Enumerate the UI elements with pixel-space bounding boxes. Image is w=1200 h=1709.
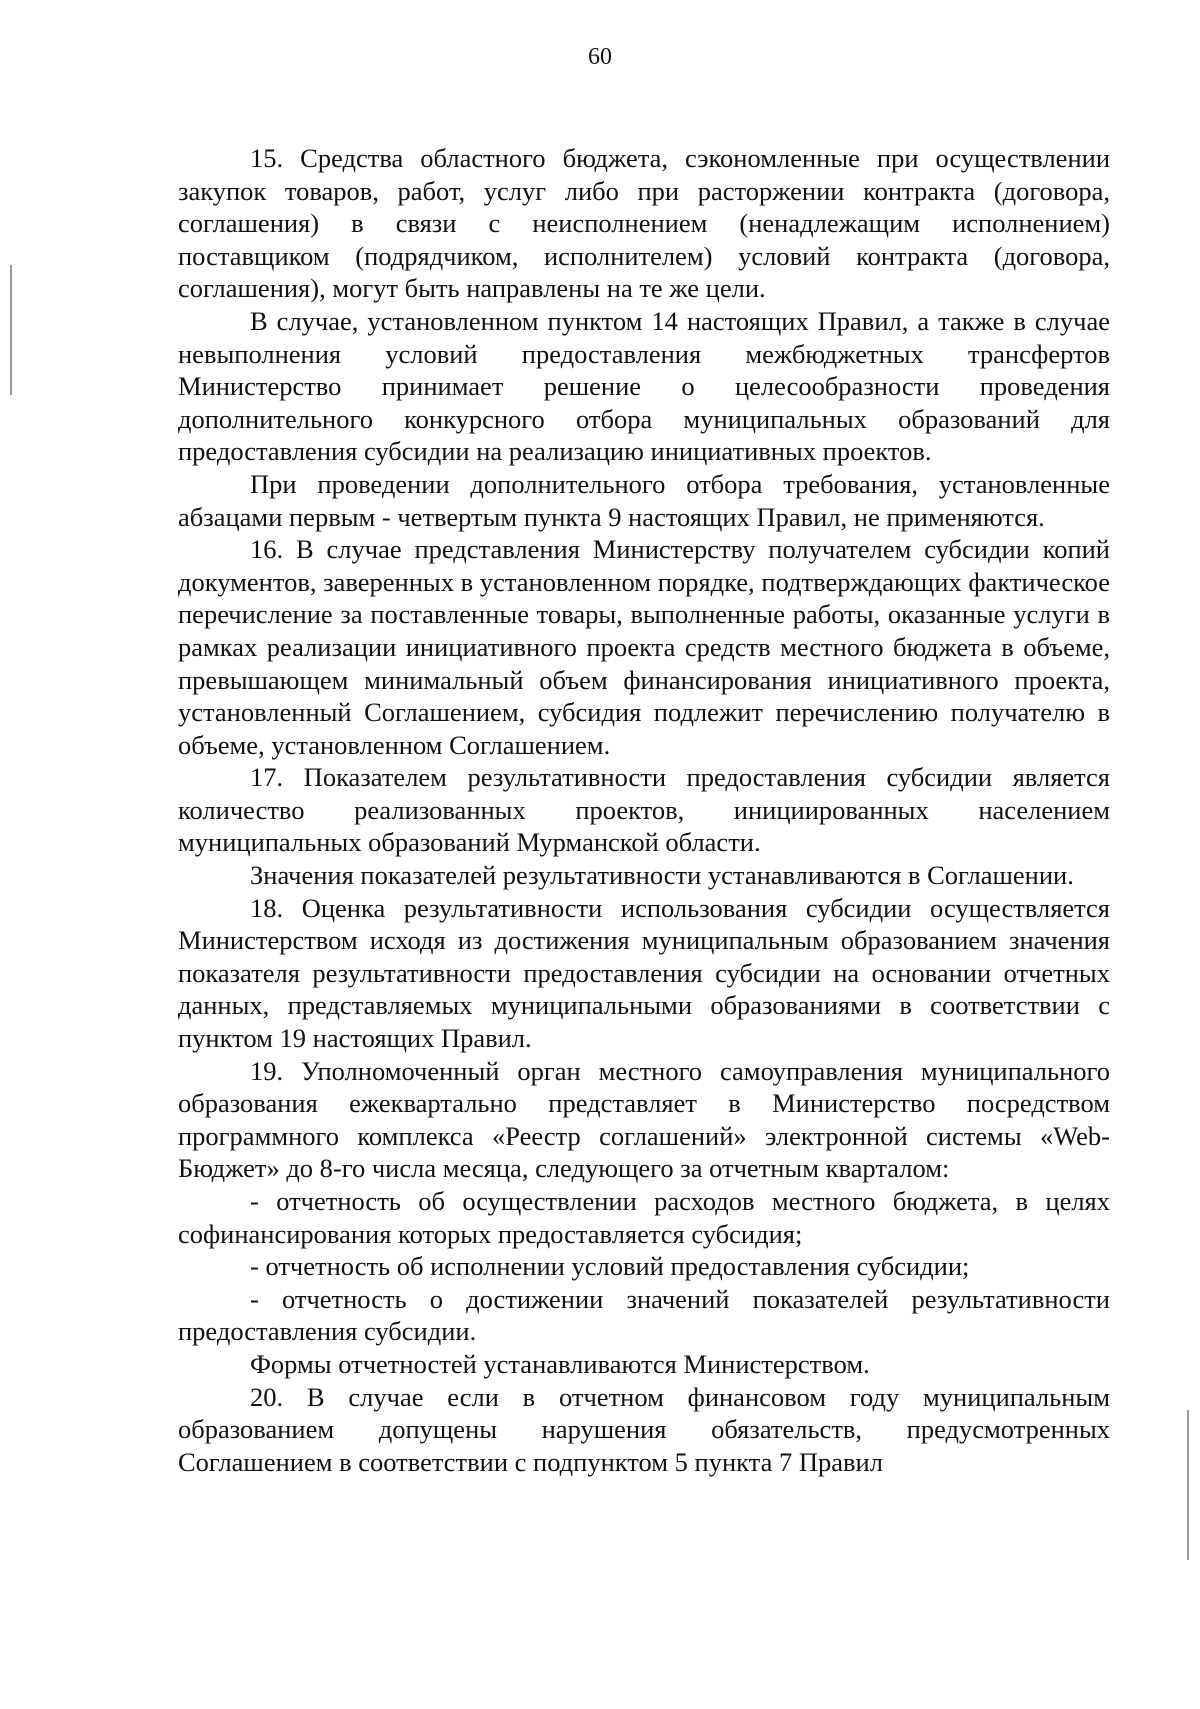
scan-margin-mark-left [10,265,12,395]
paragraph-17: 17. Показателем результативности предоставления субсидии является количество реализованных проектов, инициированных населением муниципальных образований Мурманской области. [178,762,1110,858]
paragraph-19-forms: Формы отчетностей устанавливаются Министерством. [250,1348,870,1379]
document-body [178,142,1110,1478]
paragraph-16: 16. В случае представления Министерству получателем субсидии копий документов, заверенных в установленном порядке, подтверждающих фактическое перечисление за поставленные товары, выполненные работы, оказанные услуги в рамках реализации инициативного проекта средств местного бюджета в объеме, превышающем минимальный объем финансирования инициативного проекта, установленный Соглашением, субсидия подлежит перечислению получателю в объеме, установленном Соглашением. [178,534,1110,760]
paragraph-19: 19. Уполномоченный орган местного самоуправления муниципального образования ежеквартально представляет в Министерство посредством программного комплекса «Реестр соглашений» электронной системы «Web-Бюджет» до 8-го числа месяца, следующего за отчетным кварталом: [178,1055,1110,1184]
paragraph-15: 15. Средства областного бюджета, сэкономленные при осуществлении закупок товаров, работ, услуг либо при расторжении контракта (договора, соглашения) в связи с неисполнением (ненадлежащим исполнением) поставщиком (подрядчиком, исполнителем) условий контракта (договора, соглашения), могут быть направлены на те же цели. [178,143,1110,304]
paragraph-17-values: Значения показателей результативности устанавливаются в Соглашении. [250,860,1074,891]
scan-margin-mark-right [1187,1410,1189,1560]
paragraph-19-item-2: - отчетность об исполнении условий предоставления субсидии; [250,1251,970,1282]
paragraph-18: 18. Оценка результативности использования субсидии осуществляется Министерством исходя из достижения муниципальным образованием значения показателя результативности предоставления субсидии на основании отчетных данных, представляемых муниципальными образованиями в соответствии с пунктом 19 настоящих Правил. [178,892,1110,1054]
paragraph-15-case: В случае, установленном пунктом 14 настоящих Правил, а также в случае невыполнения условий предоставления межбюджетных трансфертов Министерство принимает решение о целесообразности проведения дополнительного конкурсного отбора муниципальных образований для предоставления субсидии на реализацию инициативных проектов. [178,305,1110,467]
paragraph-20: 20. В случае если в отчетном финансовом году муниципальным образованием допущены нарушения обязательств, предусмотренных Соглашением в соответствии с подпунктом 5 пункта 7 Правил [178,1381,1110,1477]
paragraph-19-item-3: - отчетность о достижении значений показателей результативности предоставления субсидии. [178,1283,1110,1347]
paragraph-15-selection: При проведении дополнительного отбора требования, установленные абзацами первым - четвертым пункта 9 настоящих Правил, не применяются. [178,468,1110,532]
paragraph-19-item-1: - отчетность об осуществлении расходов местного бюджета, в целях софинансирования которых предоставляется субсидия; [178,1186,1110,1249]
page-number: 60 [588,44,612,70]
